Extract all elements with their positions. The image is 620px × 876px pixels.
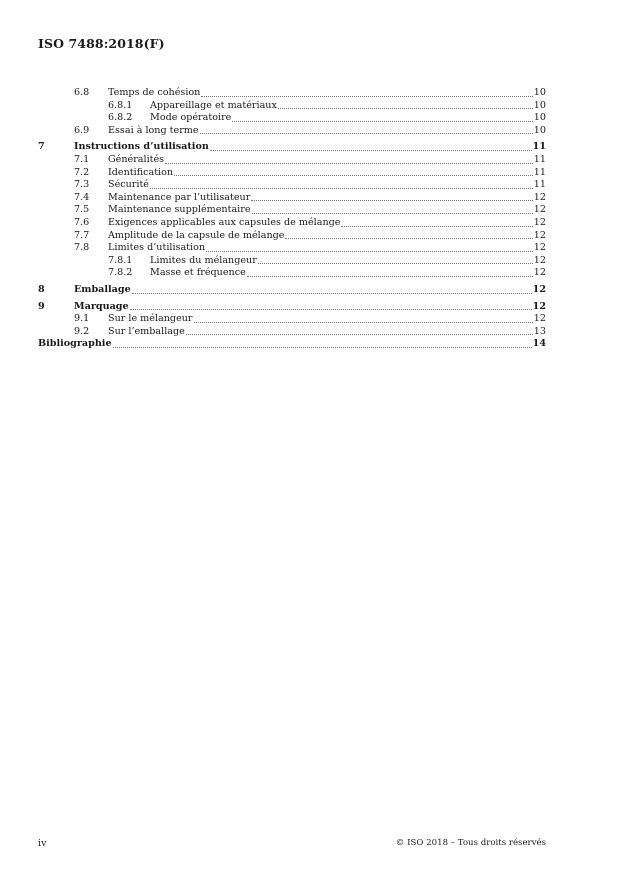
- toc-leader-dots: [194, 321, 533, 323]
- toc-leader-dots: [132, 292, 532, 294]
- toc-entry-title: Instructions d’utilisation: [74, 141, 209, 153]
- toc-entry-page: 14: [532, 338, 546, 350]
- toc-entry-page: 12: [533, 267, 546, 279]
- toc-entry[interactable]: [38, 242, 546, 255]
- toc-entry-page: 12: [533, 254, 546, 266]
- toc-entry[interactable]: [38, 179, 546, 192]
- toc-leader-dots: [113, 346, 532, 348]
- toc-entry-number: 7.2: [74, 166, 90, 178]
- toc-entry-number: 7.8: [74, 242, 90, 254]
- toc-entry[interactable]: [38, 230, 546, 243]
- toc-leader-dots: [150, 187, 533, 189]
- toc-entry-number: 7.6: [74, 216, 90, 228]
- toc-entry-page: 13: [533, 325, 546, 337]
- toc-entry-number: 7.7: [74, 229, 90, 241]
- toc-entry-number: 7.8.2: [108, 267, 133, 279]
- toc-entry[interactable]: [38, 87, 546, 100]
- toc-entry[interactable]: [38, 154, 546, 167]
- toc-entry[interactable]: [38, 255, 546, 268]
- toc-entry-page: 12: [533, 313, 546, 325]
- document-id-header: ISO 7488:2018(F): [38, 36, 165, 51]
- toc-entry[interactable]: [38, 326, 546, 339]
- table-of-contents: [38, 87, 546, 351]
- toc-entry-page: 10: [533, 112, 546, 124]
- toc-entry[interactable]: [38, 284, 546, 297]
- toc-entry-title: Bibliographie: [38, 338, 112, 350]
- toc-leader-dots: [201, 95, 532, 97]
- toc-entry-page: 10: [533, 99, 546, 111]
- toc-entry-number: 7.4: [74, 191, 90, 203]
- toc-entry-title: Amplitude de la capsule de mélange: [108, 229, 285, 241]
- toc-leader-dots: [210, 149, 532, 151]
- toc-entry-title: Limites du mélangeur: [150, 254, 257, 266]
- toc-entry-title: Emballage: [74, 283, 131, 295]
- toc-leader-dots: [174, 174, 533, 176]
- toc-entry-number: 9.1: [74, 313, 90, 325]
- toc-entry-page: 12: [533, 216, 546, 228]
- toc-entry[interactable]: [38, 301, 546, 314]
- toc-entry-number: 7.8.1: [108, 254, 133, 266]
- toc-entry-number: 7.1: [74, 153, 90, 165]
- toc-entry-title: Essai à long terme: [108, 124, 199, 136]
- toc-entry[interactable]: [38, 313, 546, 326]
- toc-entry-title: Masse et fréquence: [150, 267, 246, 279]
- toc-leader-dots: [258, 262, 533, 264]
- toc-leader-dots: [341, 225, 532, 227]
- toc-entry-page: 11: [533, 179, 546, 191]
- toc-entry-title: Identification: [108, 166, 174, 178]
- toc-entry[interactable]: [38, 141, 546, 154]
- toc-leader-dots: [206, 250, 533, 252]
- toc-entry-page: 12: [533, 191, 546, 203]
- toc-entry-number: 7.3: [74, 179, 90, 191]
- toc-leader-dots: [165, 162, 533, 164]
- toc-leader-dots: [252, 212, 533, 214]
- toc-entry-title: Généralités: [108, 153, 165, 165]
- toc-entry[interactable]: [38, 167, 546, 180]
- toc-entry-number: 6.9: [74, 124, 90, 136]
- toc-entry[interactable]: [38, 192, 546, 205]
- toc-entry-page: 11: [533, 166, 546, 178]
- toc-leader-dots: [251, 199, 532, 201]
- toc-entry[interactable]: [38, 338, 546, 351]
- toc-entry-page: 12: [533, 229, 546, 241]
- toc-entry-number: 9.2: [74, 325, 90, 337]
- toc-entry-title: Mode opératoire: [150, 112, 232, 124]
- toc-entry-title: Sur l’emballage: [108, 325, 185, 337]
- toc-entry-number: 6.8: [74, 87, 90, 98]
- page-number: iv: [38, 838, 47, 849]
- toc-entry-page: 12: [533, 242, 546, 254]
- toc-entry-page: 11: [532, 141, 546, 153]
- toc-entry[interactable]: [38, 217, 546, 230]
- toc-leader-dots: [130, 308, 532, 310]
- toc-entry-page: 12: [532, 300, 546, 312]
- toc-entry-title: Appareillage et matériaux: [150, 99, 277, 111]
- toc-entry[interactable]: [38, 204, 546, 217]
- toc-leader-dots: [186, 333, 533, 335]
- toc-entry-title: Sur le mélangeur: [108, 313, 193, 325]
- toc-entry[interactable]: [38, 100, 546, 113]
- toc-entry-page: 12: [533, 204, 546, 216]
- toc-entry-number: 9: [38, 300, 45, 312]
- toc-entry-title: Sécurité: [108, 179, 149, 191]
- toc-leader-dots: [200, 132, 533, 134]
- toc-entry-page: 11: [533, 153, 546, 165]
- toc-entry-page: 10: [533, 87, 546, 98]
- toc-leader-dots: [232, 120, 532, 122]
- toc-entry-title: Temps de cohésion: [108, 87, 201, 98]
- toc-entry-title: Marquage: [74, 300, 129, 312]
- toc-entry[interactable]: [38, 267, 546, 280]
- toc-entry-page: 10: [533, 124, 546, 136]
- toc-leader-dots: [278, 107, 533, 109]
- toc-entry-number: 7.5: [74, 204, 90, 216]
- toc-entry-title: Maintenance supplémentaire: [108, 204, 251, 216]
- toc-entry-number: 7: [38, 141, 45, 153]
- toc-entry-number: 6.8.1: [108, 99, 133, 111]
- toc-entry-number: 6.8.2: [108, 112, 133, 124]
- toc-entry-title: Exigences applicables aux capsules de mélange: [108, 216, 341, 228]
- toc-entry-title: Limites d’utilisation: [108, 242, 206, 254]
- toc-entry[interactable]: [38, 112, 546, 125]
- toc-leader-dots: [285, 237, 532, 239]
- toc-entry-number: 8: [38, 283, 45, 295]
- toc-leader-dots: [247, 275, 533, 277]
- copyright-notice: © ISO 2018 – Tous droits réservés: [395, 838, 546, 848]
- toc-entry-title: Maintenance par l’utilisateur: [108, 191, 251, 203]
- toc-entry[interactable]: [38, 125, 546, 138]
- toc-entry-page: 12: [532, 283, 546, 295]
